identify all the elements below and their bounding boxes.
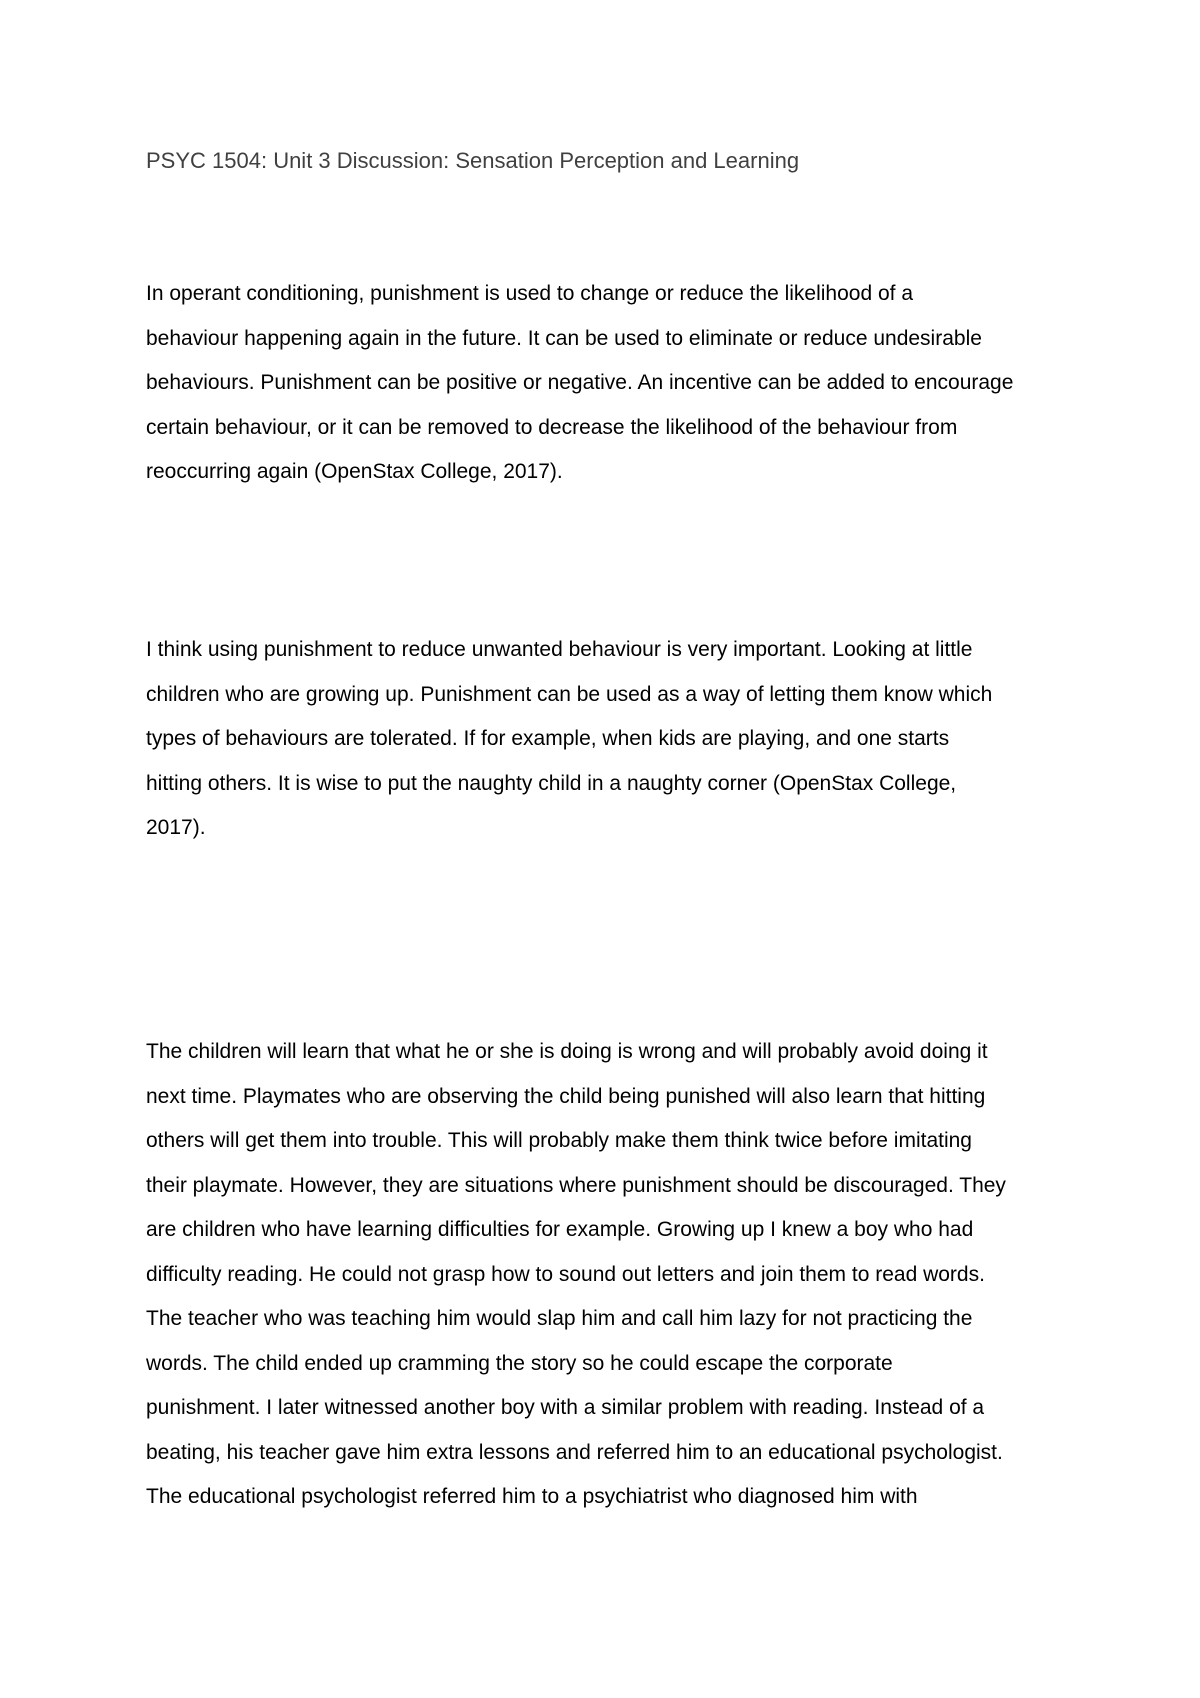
paragraph-line: next time. Playmates who are observing the child being punished will also learn that hitting	[146, 1084, 986, 1108]
paragraph-3	[146, 1030, 1076, 1520]
paragraph-line: The teacher who was teaching him would slap him and call him lazy for not practicing the	[146, 1307, 973, 1330]
paragraph-line: reoccurring again (OpenStax College, 2017).	[146, 460, 563, 483]
paragraph-line: others will get them into trouble. This will probably make them think twice before imitating	[146, 1129, 972, 1152]
paragraph-line: In operant conditioning, punishment is used to change or reduce the likelihood of a	[146, 282, 914, 305]
paragraph-line: The children will learn that what he or she is doing is wrong and will probably avoid doing it	[146, 1040, 988, 1063]
paragraph-1	[146, 272, 1076, 495]
paragraph-line: children who are growing up. Punishment can be used as a way of letting them know which	[146, 682, 993, 706]
document-title: PSYC 1504: Unit 3 Discussion: Sensation Perception and Learning	[146, 148, 800, 173]
paragraph-line: 2017).	[146, 816, 206, 839]
paragraph-line: I think using punishment to reduce unwanted behaviour is very important. Looking at little	[146, 638, 973, 661]
paragraph-line: certain behaviour, or it can be removed to decrease the likelihood of the behaviour from	[146, 415, 958, 439]
paragraph-2	[146, 628, 1076, 851]
paragraph-line: behaviour happening again in the future. It can be used to eliminate or reduce undesirable	[146, 326, 982, 350]
paragraph-line: words. The child ended up cramming the story so he could escape the corporate	[146, 1351, 893, 1375]
paragraph-line: are children who have learning difficulties for example. Growing up I knew a boy who had	[146, 1218, 974, 1241]
paragraph-line: difficulty reading. He could not grasp how to sound out letters and join them to read words.	[146, 1262, 985, 1286]
paragraph-line: behaviours. Punishment can be positive or negative. An incentive can be added to encourage	[146, 371, 1014, 394]
paragraph-line: hitting others. It is wise to put the naughty child in a naughty corner (OpenStax College,	[146, 771, 957, 795]
paragraph-line: punishment. I later witnessed another boy with a similar problem with reading. Instead of a	[146, 1396, 985, 1419]
paragraph-line: their playmate. However, they are situations where punishment should be discouraged. They	[146, 1173, 1006, 1197]
paragraph-line: types of behaviours are tolerated. If for example, when kids are playing, and one starts	[146, 727, 950, 750]
paragraph-line: The educational psychologist referred him to a psychiatrist who diagnosed him with	[146, 1485, 918, 1508]
paragraph-line: beating, his teacher gave him extra lessons and referred him to an educational psychologist.	[146, 1440, 1003, 1464]
